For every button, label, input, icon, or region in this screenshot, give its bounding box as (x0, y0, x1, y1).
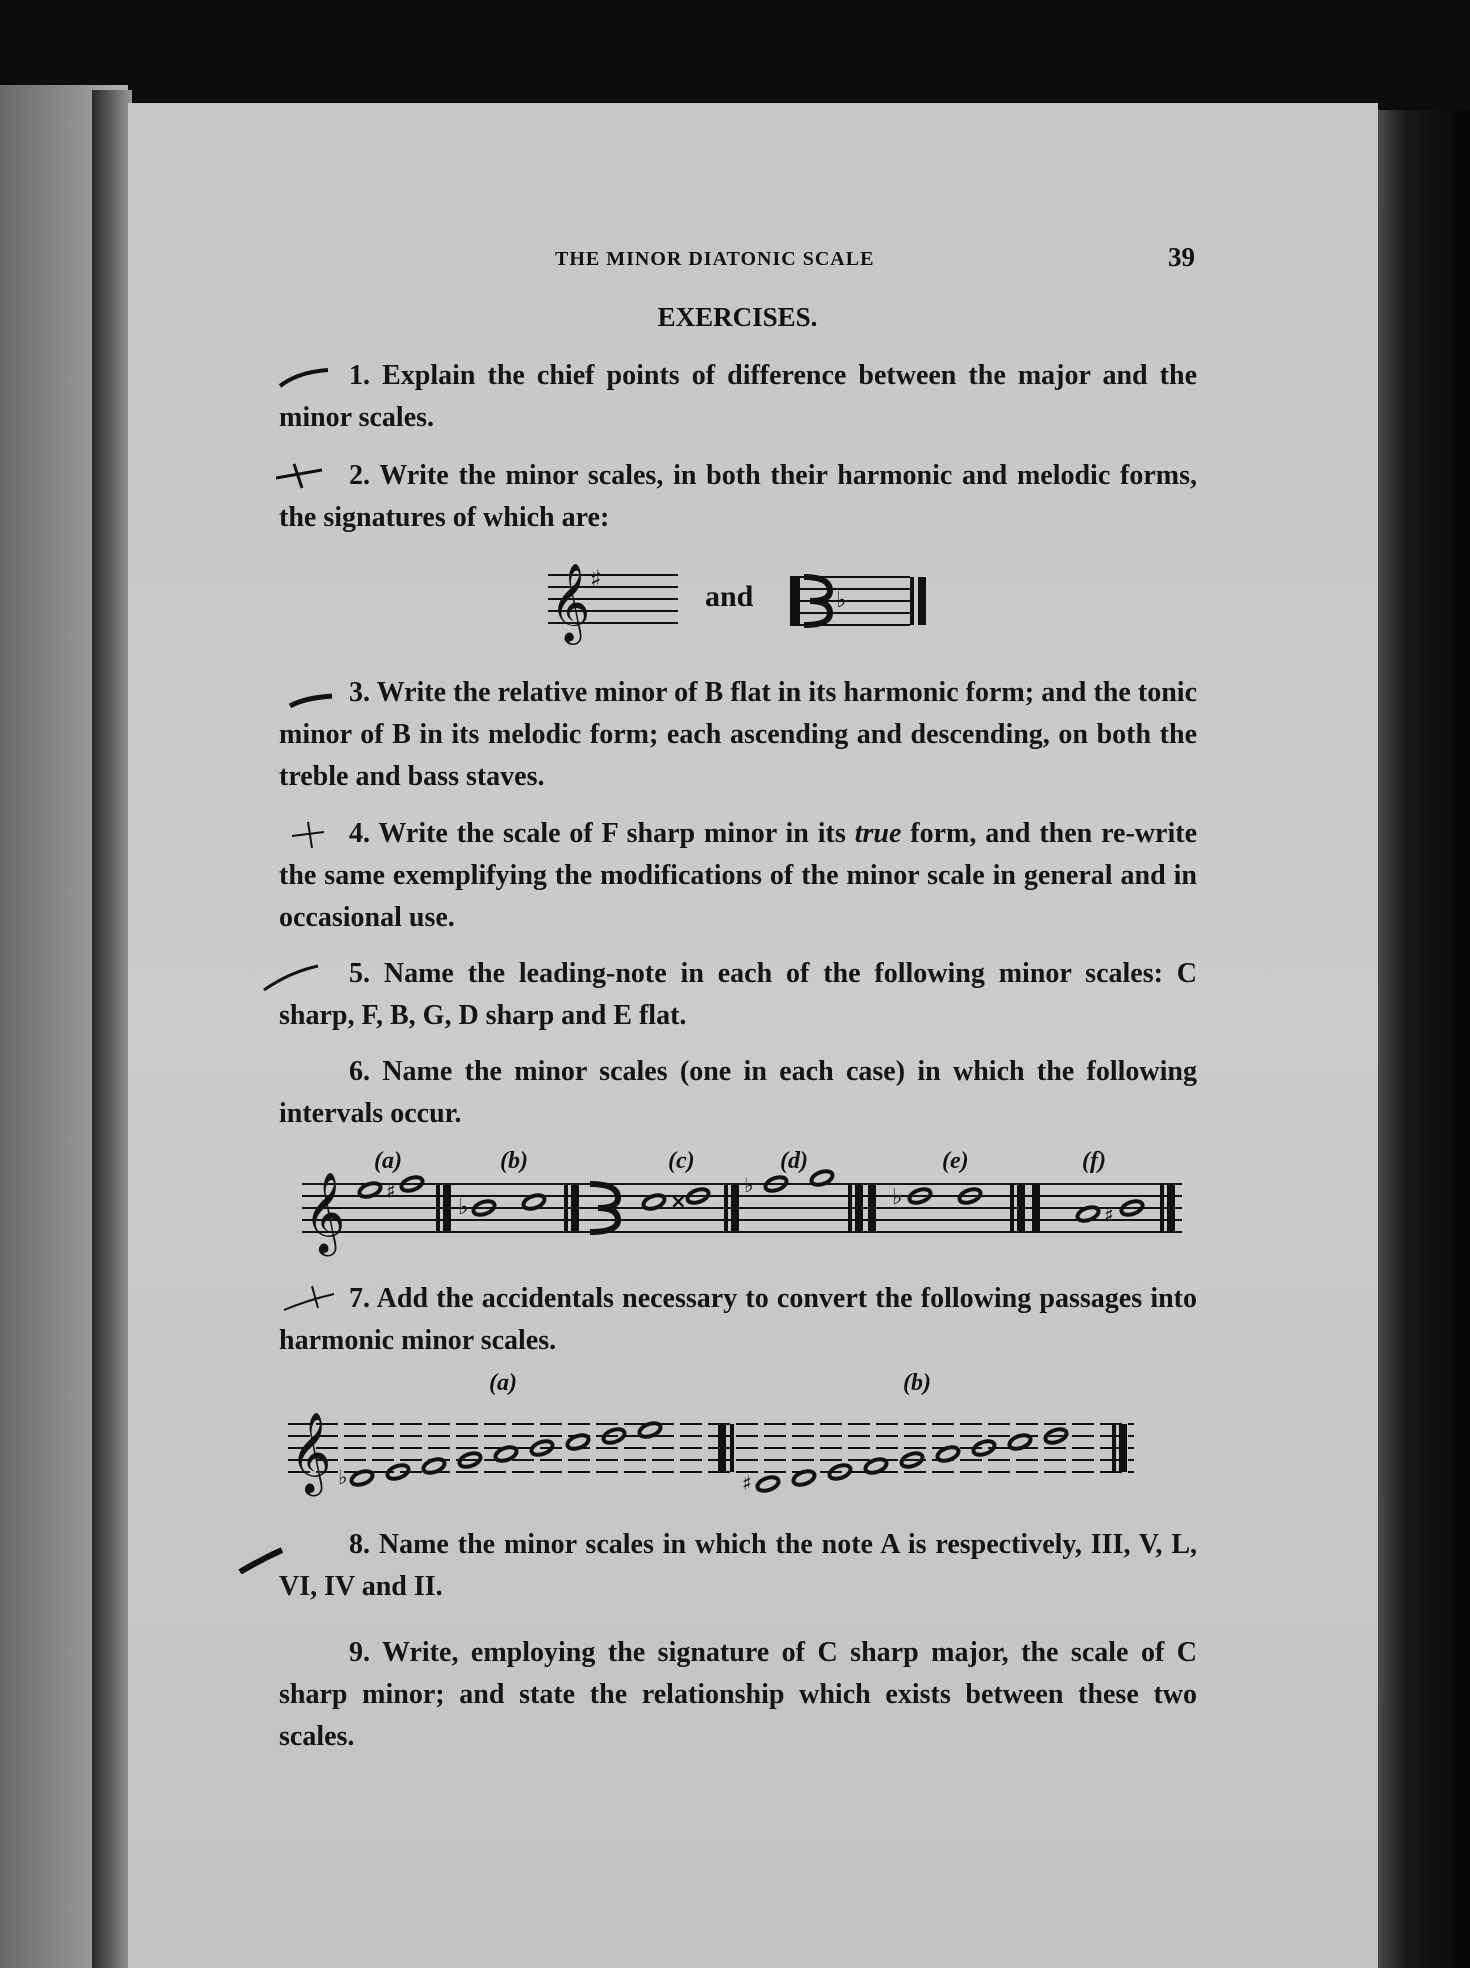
and-text: and (705, 580, 754, 613)
exercise-text: Write the relative minor of B flat in its harmonic form; and the tonic minor of B in its melodic form; each ascending and descending, on both the treble and bass staves. (279, 677, 1197, 792)
passage-staff (288, 1410, 1134, 1500)
exercise-number: 3. (349, 677, 370, 708)
passage-label: (b) (903, 1370, 931, 1396)
exercise-number: 1. (349, 360, 370, 391)
running-title: THE MINOR DIATONIC SCALE (555, 248, 875, 270)
svg-text:♭: ♭ (744, 1173, 754, 1197)
exercise-8 (279, 1524, 1197, 1608)
svg-text:𝄞: 𝄞 (550, 563, 591, 642)
interval-label: (a) (374, 1148, 402, 1174)
margin-cross-mark (288, 820, 346, 850)
exercise-number: 2. (349, 460, 370, 491)
exercise-text: form, and then re-write the same exemplifying the modifications of the minor scale in general and in occasional use. (279, 818, 1197, 933)
svg-text:♯: ♯ (1104, 1203, 1114, 1227)
svg-text:♯: ♯ (742, 1471, 752, 1495)
exercise-5 (279, 953, 1197, 1037)
exercise-2 (279, 455, 1197, 539)
exercise-text: Explain the chief points of difference between the major and the minor scales. (279, 360, 1198, 433)
exercise-text: Write the minor scales, in both their harmonic and melodic forms, the signatures of which are: (279, 460, 1197, 533)
margin-stroke-mark (236, 1544, 294, 1574)
exercise-number: 7. (349, 1283, 370, 1314)
margin-dash-mark (288, 682, 346, 712)
margin-dash-mark (278, 362, 336, 392)
exercise-number: 4. (349, 818, 370, 849)
section-title-text: EXERCISES. (657, 302, 818, 332)
exercise-text: Name the minor scales in which the note A is respectively, III, V, L, VI, IV and II. (279, 1529, 1197, 1602)
interval-label: (d) (780, 1148, 808, 1174)
exercise-6 (279, 1051, 1197, 1135)
exercise-text-italic: true (854, 818, 902, 849)
exercise-text: Name the leading-note in each of the following minor scales: C sharp, F, B, G, D sharp and E flat. (279, 958, 1198, 1031)
svg-text:♭: ♭ (892, 1185, 903, 1210)
svg-text:♯: ♯ (590, 565, 602, 593)
interval-label: (f) (1082, 1148, 1106, 1174)
interval-label: (b) (500, 1148, 528, 1174)
exercise-number: 8. (349, 1529, 370, 1560)
section-title (0, 302, 1470, 333)
exercise-text: Write the scale of F sharp minor in its (378, 818, 855, 849)
svg-text:♭: ♭ (458, 1195, 469, 1220)
exercise-number: 5. (349, 958, 370, 989)
svg-text:♭: ♭ (338, 1465, 348, 1489)
svg-text:𝄞: 𝄞 (290, 1411, 332, 1493)
exercise-number: 6. (349, 1056, 370, 1087)
svg-text:♭: ♭ (836, 588, 847, 613)
exercise-text: Write, employing the signature of C sharp major, the scale of C sharp minor; and state the relationship which exists between these two scales. (279, 1637, 1197, 1752)
exercise-number: 9. (349, 1637, 370, 1668)
signature-staff-treble (548, 563, 678, 642)
exercise-9 (279, 1632, 1197, 1758)
exercise-1 (279, 355, 1197, 439)
passage-label: (a) (489, 1370, 517, 1396)
exercise-7 (279, 1278, 1197, 1362)
exercise-text: Add the accidentals necessary to convert the following passages into harmonic minor scales. (279, 1283, 1197, 1356)
exercise-4 (279, 813, 1197, 939)
svg-text:♯: ♯ (386, 1179, 396, 1203)
exercise-3 (279, 672, 1197, 798)
interval-label: (c) (668, 1148, 695, 1174)
interval-staff (302, 1170, 1182, 1255)
interval-label: (e) (942, 1148, 969, 1174)
margin-cross-mark (272, 460, 330, 490)
svg-text:×: × (670, 1189, 687, 1213)
margin-cross-mark (282, 1284, 340, 1314)
page-number: 39 (1168, 242, 1195, 272)
margin-dash-mark (262, 962, 320, 992)
book-spine (92, 90, 132, 1968)
svg-text:𝄞: 𝄞 (304, 1171, 346, 1253)
exercise-text: Name the minor scales (one in each case) in which the following intervals occur. (279, 1056, 1197, 1129)
page-shadow (1378, 110, 1470, 1968)
signature-staff-bass (790, 573, 930, 633)
